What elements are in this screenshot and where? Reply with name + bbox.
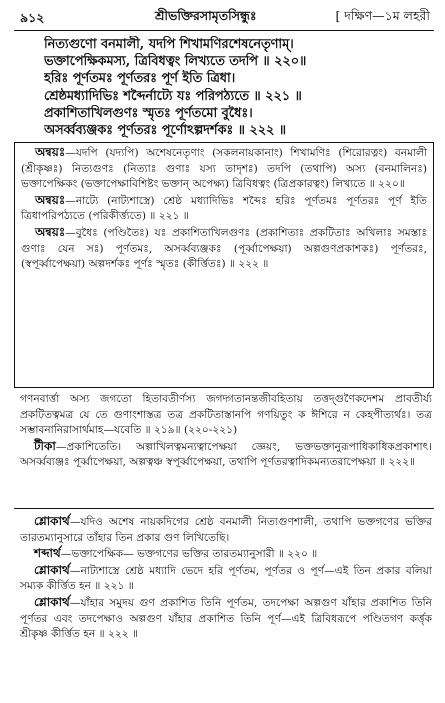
- translation-paragraph: [20, 595, 432, 643]
- page-header: [20, 8, 430, 28]
- translation-text: —যাঁহার সমুদয় গুণ প্রকাশিত তিনি পূর্ণতম, তদপেক্ষা অল্পগুণ যাঁহার প্রকাশিত তিনি পূর্ণতর এবং তদপেক্ষাও অল্পগুণ যাঁহার প্রকাশিত তিনি পূর্ণ—এই ত্রিবিধরূপে পণ্ডিতগণ কর্ত্তৃক শ্রীকৃষ্ণ কীর্ত্তিত হন ॥ ২২২ ॥: [20, 596, 432, 641]
- anvaya-label: অন্বয়ঃ: [35, 224, 66, 239]
- translation-paragraph: [20, 546, 432, 563]
- translation-label: শব্দার্থ: [34, 546, 61, 561]
- anvaya-label: অন্বয়ঃ: [35, 192, 66, 207]
- sanskrit-commentary-box: [14, 142, 434, 388]
- verse-line: শ্রেষ্ঠমধ্যাদিভিঃ শব্দৈর্নাট্যে যঃ পরিপঠ্যতে ॥ ২২১ ॥: [44, 88, 302, 104]
- verse-line: নিত্যগুণো বনমালী, যদপি শিখামণিরশেষনেতৃণাম্।: [44, 37, 294, 52]
- anvaya-text: —যদপি (যদ্যপি) অশেষনেতৃণাং (সকলনায়কানাং) শিখামণিঃ (শিরোরত্নং) বনমালী (শ্রীকৃষ্ণঃ) নিত্যগুণঃ (নিত্যাঃ গুণাঃ যস্য তাদৃশঃ) তদপি (তথাপি) অস্য (বনমালিনঃ) ভক্তাপেক্ষিকং (ভক্তাপেক্ষাবিশিষ্টং ভক্তান্ অপেক্ষ্য) ত্রিবিধত্বং (ত্রিপ্রকারত্বং) লিখ্যতে ॥ ২২০॥: [21, 147, 427, 191]
- page-number: ৯১২: [20, 10, 45, 25]
- translation-paragraph: [20, 514, 432, 546]
- prose-text: গণনবার্ত্তা অস্য জগতো হিতাবতীর্ণস্য জগদ্গতানন্তজীবহিতায় তত্তদ্গুণৈকদেশম প্রাবতীর্য্য প্রকটিতত্বমত্র যে তে গুণাংশাস্তত্র তত্র প্রকটিতাস্তানপি গণয়িতুং ক ঈশিরে ন কেহপীত্যর্থঃ। তত্র সম্ভাবনানিরাসার্থমাহ—যবেতি ॥ ২১৯॥ (২২০-২২১): [20, 393, 432, 437]
- translation-text: —ভক্তাপেক্ষিক— ভক্তগণের ভক্তির তারতম্যানুসারী ॥ ২২০ ॥: [60, 548, 318, 561]
- tika-label: টীকা: [34, 438, 56, 453]
- translation-paragraph: [20, 563, 432, 595]
- anvaya-paragraph: [21, 145, 427, 193]
- anvaya-text: —বুধৈঃ (পণ্ডিতৈঃ) যঃ প্রকাশিতাখিলগুণঃ (প্রকাশিতাঃ প্রকটিতাঃ অখিলাঃ সমস্তাঃ গুণাঃ যেন সঃ) পূর্ণতমঃ, অসর্ব্বব্যঞ্জকঃ (পূর্ব্বাপেক্ষয়া) অল্পগুণপ্রকাশকঃ) পূর্ণতরঃ, (স্বপূর্ব্বাপেক্ষয়া) অল্পদর্শকঃ পূর্ণঃ স্মৃতঃ (কীর্ত্তিতঃ) ॥ ২২২ ॥: [21, 226, 427, 271]
- anvaya-text: —নাট্যে (নাট্যশাস্ত্রে) শ্রেষ্ঠ মধ্যাদিভিঃ শব্দৈঃ হরিঃ পূর্ণতমঃ পূর্ণতরঃ পূর্ণ ইতি ত্রিধাপরিপঠ্যতে (পরিকীর্ত্ত্যতে) ॥ ২২১ ॥: [21, 194, 427, 223]
- verse-line: অসর্ব্বব্যঞ্জকঃ পূর্ণতরঃ পূর্ণোঽল্পদর্শকঃ ॥ ২২২ ॥: [44, 123, 287, 139]
- translation-label: শ্লোকার্থ: [34, 562, 70, 577]
- chapter-label: [ দক্ষিণ—১ম লহরী: [335, 8, 430, 23]
- anvaya-paragraph: [21, 225, 427, 273]
- verse-line: হরিঃ পূর্ণতমঃ পূর্ণতরঃ পূর্ণ ইতি ত্রিধা।: [44, 71, 236, 87]
- translation-label: শ্লোকার্থ: [34, 514, 70, 528]
- prose-paragraph: [20, 392, 432, 471]
- translation-label: শ্লোকার্থ: [34, 594, 70, 609]
- verse-line: প্রকাশিতাখিলগুণঃ স্মৃতঃ পূর্ণতমো বুধৈঃ।: [44, 105, 253, 121]
- anvaya-paragraph: [21, 193, 427, 225]
- header-rule: [14, 30, 434, 31]
- verse-block: [44, 36, 429, 139]
- anvaya-label: অন্বয়ঃ: [35, 145, 66, 159]
- verse-line: ভক্তাপেক্ষিকমস্য, ত্রিবিধত্বং লিখ্যতে তদপি ॥ ২২০॥: [44, 54, 307, 70]
- running-title: শ্রীভক্তিরসামৃতসিন্ধুঃ: [155, 8, 257, 23]
- section-rule: [14, 508, 434, 509]
- bengali-translation: [20, 514, 432, 643]
- translation-text: —নাট্যশাস্ত্রে শ্রেষ্ঠ মধ্যাদি ভেদে হরি পূর্ণতম, পূর্ণতর ও পূর্ণ—এই তিন প্রকার বলিয়া সম্যক কীর্ত্তিত হন ॥ ২২১ ॥: [20, 564, 432, 593]
- tika-paragraph: [20, 439, 432, 471]
- tika-text: —প্রকাশিতেতি। অল্পাখিলত্বমন্যত্বাপেক্ষয়া জ্ঞেয়ং, ভক্তভক্তানুরূপাধিকাধিকপ্রকাশাৎ। অসর্ব্বব্যঞ্জঃ পূর্ব্বাপেক্ষয়া, অল্পত্বঞ্চ স্বপূর্ব্বাপেক্ষয়া, তথাপি পূর্ণতরত্বাদিকমন্যতরাপেক্ষয়া ॥ ২২২॥: [20, 440, 432, 469]
- translation-text: —যদিও অশেষ নায়কদিগের শ্রেষ্ঠ বনমালী নিত্যগুণশালী, তথাপি ভক্তগণের ভক্তির তারতম্যানুসারে তাঁহার তিন প্রকার গুণ লিখিতেছি।: [20, 516, 432, 544]
